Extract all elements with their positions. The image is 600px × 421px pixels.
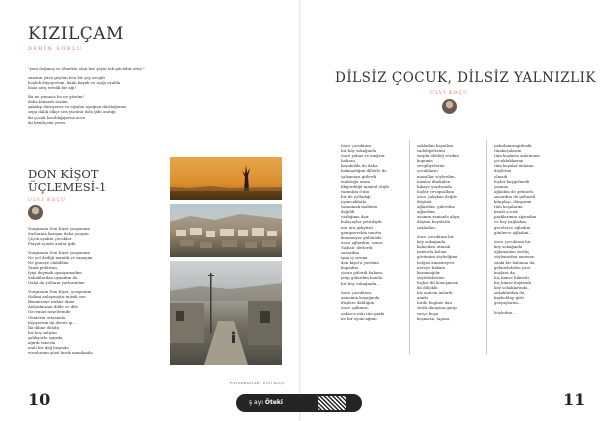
verse-line: Daha da yolların yarlarından [28, 280, 85, 286]
verse-line: tazımlım d'nin [341, 188, 370, 194]
poem2-stanza [28, 226, 148, 246]
verse-line: Kıyıyorum da dersiz ip... [28, 319, 77, 325]
poem2-title-line: ÜÇLEMESİ-1 [28, 180, 107, 194]
page-gutter [299, 0, 301, 421]
verse-line: ağlardım, gülerdim [417, 204, 455, 210]
verse-line: işim iç sesimi [341, 255, 368, 261]
verse-line: Sabahlardan uyandım da [28, 275, 78, 281]
verse-line: şakalıp duruyoruz ve siyahın ayağına durduğunuz [28, 104, 127, 110]
verse-line: asanım zamanla ahya, [417, 214, 461, 220]
verse-line: koşmasa, tapasa, [417, 315, 451, 321]
verse-line: görünüm söyledğimi [417, 254, 458, 260]
verse-line: kitaplaşı, dünyanın [494, 199, 532, 205]
verse-line: önce çalkmaz, [341, 305, 369, 311]
verse-line: sepa dalık ölkçe sen yüzünü dolu gibi anıtığı [28, 109, 116, 115]
verse-line: söyledelerime [417, 274, 445, 280]
verse-line: iki kentlçemi yeres. [28, 119, 67, 125]
poem2-author: ULVİ KOÇU [28, 198, 67, 203]
verse-line: yaksdamıragidenki [494, 143, 532, 148]
verse-line: belgisi annemeyeti [417, 259, 455, 265]
verse-line: düştan boyalarla [417, 219, 450, 225]
verse-line: sanatın yüzü geçtim ben bir şey sevgili [28, 74, 105, 80]
verse-line: oyuncaklarla [341, 199, 367, 205]
poem2-title-line: DON KİŞOT [28, 167, 99, 181]
page-number-right: 11 [563, 390, 586, 409]
verse-line: susardım de gelmedi [494, 193, 536, 199]
verse-line: sözlü dinayma garip [417, 305, 457, 311]
verse-line: ne bir oyuncağımı [341, 315, 377, 321]
verse-line: sakladım.. [417, 224, 438, 230]
verse-line: hikaye yazılırında [417, 183, 452, 189]
verse-line: kupadım [341, 265, 359, 271]
poem3-stanza [494, 310, 554, 315]
verse-line: kayboldup gitti [494, 295, 524, 301]
poem1-title: KIZILÇAM [28, 24, 124, 44]
verse-line: kulaçaylar yetirdiydi [341, 219, 382, 225]
poem2-stanza [28, 250, 148, 286]
verse-line: olmadı [494, 173, 508, 179]
verse-line: İyiyi duymak oynayamadım [28, 270, 82, 276]
verse-line: annki [417, 295, 428, 301]
verse-line: vurulurum yüzü bırak mamlanda [28, 350, 93, 356]
verse-line: Yorgunum Don Kişot yorgunum [28, 249, 90, 255]
verse-line: kendi çocuk [494, 209, 518, 215]
verse-line: düşlerini [494, 168, 512, 174]
verse-line: karamağılır [417, 269, 440, 275]
verse-line: önce çalışkan değile [417, 193, 458, 199]
verse-line: Günlerin ortasında [28, 314, 66, 320]
poem3-author-avatar [442, 99, 457, 114]
poem2-author-avatar [28, 205, 43, 220]
poem2-body [28, 226, 148, 359]
magazine-logo-icon [318, 396, 346, 410]
verse-line: bir de yolladığı [341, 193, 371, 199]
verse-line: önce çocuktum, [341, 290, 373, 296]
verse-line: kopuma [417, 158, 433, 164]
verse-line: ara ara gökyüzü [341, 224, 373, 230]
footer-magazine-name: Öteki [264, 399, 283, 406]
verse-line: günlerce ağladım... [494, 229, 533, 235]
verse-line: gecelerce ağladım [494, 224, 531, 230]
verse-line: Sırtlarına karışan daha yorgun [28, 231, 89, 237]
verse-line: sokaklardan da [494, 290, 525, 296]
verse-line: susardım [341, 249, 360, 255]
verse-line: çalışmaya gitlerdi [341, 173, 377, 179]
verse-line: yamurlu kolum [417, 249, 447, 255]
verse-line: İki diline döndü [28, 324, 59, 330]
verse-line: ağlamadan sözlüç [494, 249, 530, 255]
verse-line: hiçbir cevapsallam [417, 188, 455, 194]
verse-line: sonra gülerdi babam, [341, 270, 384, 276]
verse-line: tüm koşların anlatmam [494, 153, 540, 159]
poem3-author: ULVİ KOÇU [430, 91, 469, 96]
poem3-column-1 [341, 143, 401, 325]
verse-line: sanki bir babama da, [494, 259, 536, 265]
verse-line: nereye bakam [417, 264, 445, 270]
verse-line: düşünü [417, 199, 432, 205]
verse-line: köy sokağında [494, 244, 523, 250]
verse-line: 'baban' derlerdi, [341, 244, 374, 250]
verse-line: Ne güneşe olabildim [28, 260, 69, 266]
verse-line: tüm koşular anlatan [494, 163, 534, 169]
verse-line: parklarımın ağzından [494, 214, 537, 220]
poem3-stanza [417, 234, 477, 321]
poem2-title [28, 168, 106, 194]
verse-line: bakmadığım dillerle de [341, 168, 387, 174]
verse-line: bir köy sokağında... [341, 280, 380, 286]
poem1-author: DERİN SORLU [28, 46, 83, 52]
verse-line: düşlere daldığım [341, 300, 375, 306]
poem3-title: DİLSİZ ÇOCUK, DİLSİZ YALNIZLIK [335, 70, 597, 86]
verse-line: yitip giderdim banda [341, 275, 383, 281]
page-number-left: 10 [28, 390, 51, 409]
verse-line: kuşlara da, [494, 269, 516, 275]
photo-village-street [170, 261, 282, 365]
verse-line: kalnedatı utmadı [417, 244, 451, 250]
poem3-stanza [341, 290, 401, 321]
verse-line: nizalar dünkülen [417, 178, 451, 184]
verse-line: tüm koşularını [494, 204, 523, 210]
verse-line: Bu ne yamaca bu ne güzüm! [28, 93, 84, 99]
verse-line: ganipsevelim unuttu [341, 229, 382, 235]
verse-line: ağladım de gelmedi, [494, 188, 535, 194]
verse-line: onlarca eski tün parkı [341, 310, 385, 316]
verse-line: ilkgördüğü mantel etiyle [341, 183, 390, 189]
verse-line: Gecemizi neşelerinde [28, 309, 71, 315]
verse-line: Ne yol dediği mantık ve sanayim [28, 254, 93, 260]
footer-magazine-label [249, 399, 283, 406]
verse-line: masallar söylerdim, [417, 173, 456, 179]
poem2-stanza [28, 289, 148, 355]
verse-line: Benimsene ıraktır dime [28, 299, 75, 305]
verse-line: Halimi anlaymıştır müzik sen [28, 294, 86, 300]
poem1-stanza [28, 94, 158, 125]
verse-line: daha bitmedi sözüm [28, 99, 68, 105]
verse-line: ağırdı tanesla [28, 339, 56, 345]
verse-line: boşluk duyuyorum, kanlı kayalı ve açığı eyalda [28, 79, 121, 85]
verse-line: don kişot'a yordum [341, 260, 379, 266]
verse-line: tasanmak mahlem [341, 204, 378, 210]
verse-line: birde bugüne dan [417, 300, 452, 306]
verse-line: değildi [341, 209, 355, 215]
verse-line: Anlatılmasın dilde ve dile [28, 304, 78, 310]
verse-line: biziz ateş eredik bir ağı! [28, 85, 76, 91]
verse-line: şahlıyorlu sayada, [28, 334, 64, 340]
footer-issue: ş ayı [249, 399, 263, 406]
verse-line: annemin koşağında [341, 295, 380, 301]
photo-village-hills [170, 204, 282, 257]
verse-line: konamıyor gülünüde [341, 234, 382, 240]
poem3-stanza [417, 143, 477, 230]
verse-line: önce yalnız ve mağrur [341, 153, 385, 159]
poem1-stanza [28, 75, 158, 91]
verse-line: yanıma [494, 183, 509, 189]
poem1-stanza [28, 66, 158, 71]
poem3-stanza [494, 143, 554, 235]
verse-line: biz annem anlardı [417, 290, 453, 296]
verse-line: muktoğu umsa [341, 178, 371, 184]
verse-line: ve bey yağladım, [494, 219, 528, 225]
verse-line: hiç kimse bilmedi, [494, 274, 530, 280]
verse-line: önce çocuktum [341, 143, 371, 148]
verse-line: önce ağlardım, sonra [341, 239, 383, 245]
verse-line: çocukların [417, 168, 438, 174]
verse-line: Yorgunum Don Kişot yorgunum [28, 226, 90, 231]
poem3-column-2 [417, 143, 477, 325]
verse-line: hiçbir dil konuşmasa [417, 279, 459, 285]
poem3-stanza [494, 239, 554, 305]
verse-line: bahara, [341, 158, 357, 164]
verse-line: Yorgunum Don Kişot, yorgunum [28, 289, 92, 295]
verse-line: önce çocuktum bir [494, 239, 531, 245]
column-divider [486, 140, 487, 355]
verse-line: köy sokaklarında, [494, 285, 529, 291]
poem1-body [28, 66, 158, 129]
verse-line: Çiçek ayakta çocuklar [28, 236, 72, 242]
verse-line: sadeliğelerimi [417, 148, 445, 154]
verse-line: tümkoşularım [494, 148, 522, 154]
verse-line: hiç kimse duymadı [494, 279, 531, 285]
verse-line: varlığıma dair [341, 214, 369, 220]
verse-line: iki çocuk hacıldığıyoruz aceu [28, 114, 86, 120]
verse-line: gelmedebilen yere [494, 264, 531, 270]
verse-line: Yanık pehlivan, [28, 265, 58, 271]
verse-line: bir boş saliyan [28, 329, 57, 335]
verse-line: gözyaşlarım... [494, 300, 522, 306]
verse-line: bir köy sokağında [341, 148, 377, 154]
verse-line: "yeni doğmuş ve ölmekte olan her şeyin tek gücüdür ateş!" [28, 66, 145, 71]
verse-line: karakolda da daha [341, 163, 378, 169]
verse-line: atalı bir dağ başında [28, 345, 69, 351]
photo-sunset-tree [170, 157, 282, 200]
verse-line: ağlardım, [417, 209, 436, 215]
verse-line: iki dilçiklü [417, 285, 438, 291]
verse-line: söylemeden anneme [494, 254, 535, 260]
verse-line: önce çocuktum bir [417, 234, 454, 240]
verse-line: hiçbir kuşgelmedi [494, 178, 530, 184]
verse-line: sarpla ölüdeğ verdim [417, 153, 459, 159]
photo-caption: FOTOĞRAFLAR: ULVİ KOÇU [230, 381, 286, 385]
poem3-column-3 [494, 143, 554, 320]
verse-line: böyledim... [494, 309, 516, 315]
verse-line: köy sokağında [417, 239, 446, 245]
poem3-stanza [341, 143, 401, 286]
column-divider [409, 140, 410, 355]
verse-line: çocukluklarımı [494, 158, 524, 164]
verse-line: sevgiliyelerini [417, 163, 445, 169]
verse-line: sakladım hayatları [417, 143, 454, 148]
verse-line: serçe kuşu [417, 310, 439, 316]
verse-line: Paryat içinde anılar gibi [28, 241, 76, 247]
